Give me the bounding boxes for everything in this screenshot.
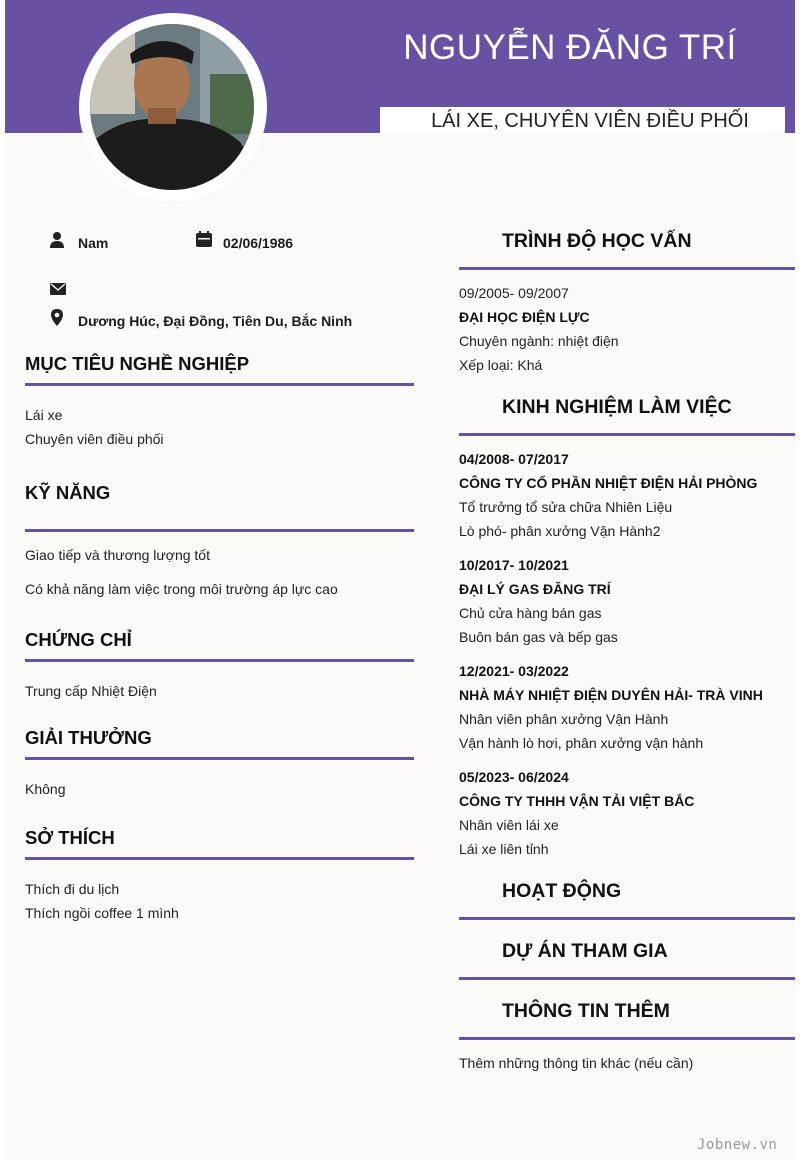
objective-item: Chuyên viên điều phối <box>25 431 164 447</box>
awards-section <box>25 727 414 749</box>
objective-rule <box>25 383 414 386</box>
award-item: Không <box>25 781 66 797</box>
projects-rule <box>459 977 795 980</box>
education-heading: TRÌNH ĐỘ HỌC VẤN <box>502 230 692 252</box>
map-pin-icon <box>51 309 63 326</box>
certificates-section <box>25 629 414 651</box>
hobbies-rule <box>25 857 414 860</box>
hobby-item: Thích đi du lịch <box>25 881 120 897</box>
skills-section <box>25 482 414 504</box>
job-line: Chủ cửa hàng bán gas <box>459 605 602 621</box>
activities-rule <box>459 917 795 920</box>
job-line: Vận hành lò hơi, phân xưởng vận hành <box>459 735 704 751</box>
skill-item: Giao tiếp và thương lượng tốt <box>25 547 210 563</box>
job-period: 05/2023- 06/2024 <box>459 769 569 785</box>
job-line: Lò phó- phân xưởng Vận Hành2 <box>459 523 661 539</box>
footer-brand: Jobnew.vn <box>697 1137 778 1153</box>
certificates-heading: CHỨNG CHỈ <box>25 629 132 650</box>
job-title: LÁI XE, CHUYÊN VIÊN ĐIỀU PHỐI <box>431 110 749 132</box>
more-info-rule <box>459 1037 795 1040</box>
dob-value: 02/06/1986 <box>223 235 294 251</box>
certificates-rule <box>25 659 414 662</box>
job-company: CÔNG TY CỔ PHẦN NHIỆT ĐIỆN HẢI PHÒNG <box>459 475 758 491</box>
more-info-heading: THÔNG TIN THÊM <box>502 1000 670 1022</box>
job-line: Tổ trưởng tổ sửa chữa Nhiên Liệu <box>459 499 673 515</box>
hobbies-heading: SỞ THÍCH <box>25 827 115 848</box>
job-company: CÔNG TY THHH VẬN TẢI VIỆT BẮC <box>459 793 695 809</box>
address-value: Dương Húc, Đại Đồng, Tiên Du, Bắc Ninh <box>78 313 353 329</box>
education-line: Chuyên ngành: nhiệt điện <box>459 333 619 349</box>
job-line: Buôn bán gas và bếp gas <box>459 629 618 645</box>
gender-value: Nam <box>78 235 109 251</box>
education-line: Xếp loại: Khá <box>459 357 543 373</box>
education-rule <box>459 267 795 270</box>
hobby-item: Thích ngồi coffee 1 mình <box>25 905 179 921</box>
envelope-icon <box>50 283 66 295</box>
job-company: NHÀ MÁY NHIỆT ĐIỆN DUYÊN HẢI- TRÀ VINH <box>459 687 763 703</box>
person-icon <box>50 232 64 248</box>
more-info-text: Thêm những thông tin khác (nếu cần) <box>459 1055 694 1071</box>
job-line: Nhân viên lái xe <box>459 817 559 833</box>
awards-heading: GIẢI THƯỞNG <box>25 727 152 748</box>
skill-item: Có khả năng làm việc trong môi trường áp lực cao <box>25 581 338 597</box>
avatar <box>90 24 254 190</box>
experience-rule <box>459 433 795 436</box>
experience-heading: KINH NGHIỆM LÀM VIỆC <box>502 396 732 418</box>
awards-rule <box>25 757 414 760</box>
job-company: ĐẠI LÝ GAS ĐĂNG TRÍ <box>459 581 611 597</box>
hobbies-section <box>25 827 414 849</box>
candidate-name: NGUYỄN ĐĂNG TRÍ <box>403 28 737 67</box>
activities-heading: HOẠT ĐỘNG <box>502 880 622 902</box>
skills-heading: KỸ NĂNG <box>25 482 111 503</box>
calendar-icon <box>196 231 212 247</box>
skills-rule <box>25 529 414 532</box>
job-period: 10/2017- 10/2021 <box>459 557 569 573</box>
avatar-photo <box>90 24 254 190</box>
job-title-box <box>380 107 785 133</box>
job-line: Nhân viên phân xưởng Vận Hành <box>459 711 669 727</box>
job-period: 12/2021- 03/2022 <box>459 663 569 679</box>
job-line: Lái xe liên tỉnh <box>459 841 549 857</box>
objective-item: Lái xe <box>25 407 63 423</box>
job-period: 04/2008- 07/2017 <box>459 451 569 467</box>
education-school: ĐẠI HỌC ĐIỆN LỰC <box>459 309 590 325</box>
projects-heading: DỰ ÁN THAM GIA <box>502 940 668 962</box>
education-period: 09/2005- 09/2007 <box>459 285 569 301</box>
objective-heading: MỤC TIÊU NGHỀ NGHIỆP <box>25 353 250 374</box>
certificate-item: Trung cấp Nhiệt Điện <box>25 683 157 699</box>
objective-section <box>25 353 414 375</box>
